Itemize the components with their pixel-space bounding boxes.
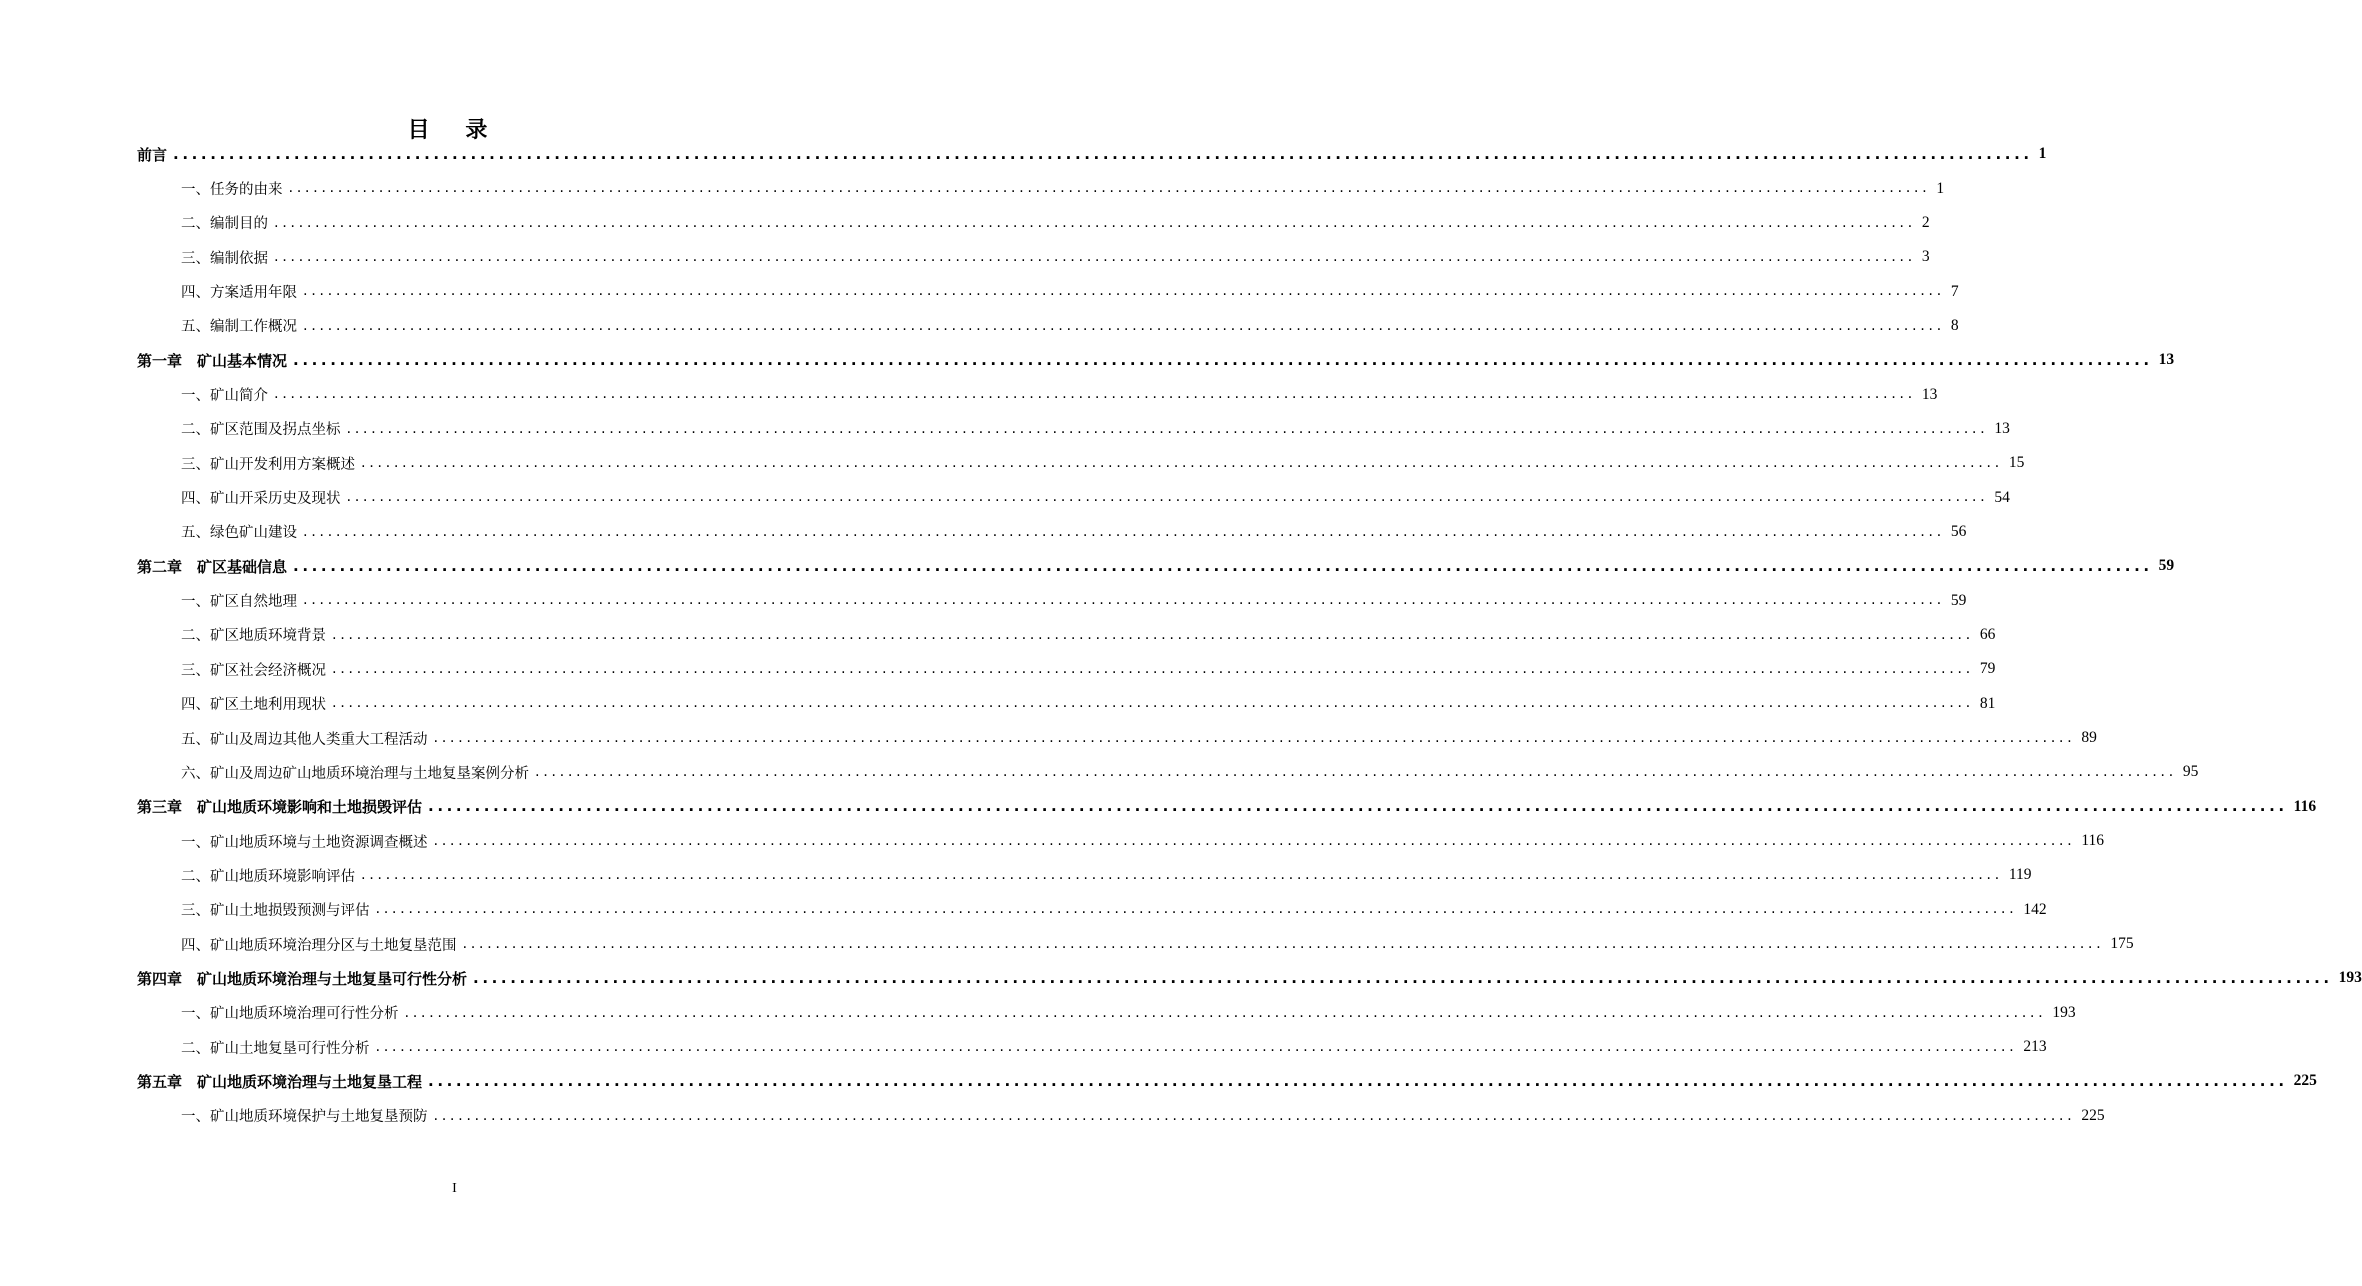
toc-section-entry[interactable] — [137, 996, 2076, 1030]
toc-dot-leader: ........................................................................................................................................................................................................ — [535, 764, 2177, 781]
toc-section-entry[interactable] — [137, 1030, 2047, 1064]
toc-dot-leader: ........................................................................................................................................................................................................ — [293, 350, 2153, 369]
toc-chapter-entry[interactable] — [137, 1064, 2317, 1098]
toc-entry-label: 一、矿山地质环境治理可行性分析 — [181, 1006, 399, 1023]
toc-entry-label: 第五章 矿山地质环境治理与土地复垦工程 — [137, 1072, 423, 1091]
toc-section-entry[interactable] — [137, 515, 1967, 549]
toc-chapter-entry[interactable] — [137, 549, 2175, 583]
toc-dot-leader: ........................................................................................................................................................................................................ — [462, 935, 2105, 952]
toc-dot-leader: ........................................................................................................................................................................................................ — [332, 695, 1974, 712]
toc-entry-page-number: 119 — [2008, 866, 2032, 884]
toc-dot-leader: ........................................................................................................................................................................................................ — [288, 180, 1931, 197]
toc-entry-label: 五、编制工作概况 — [181, 319, 297, 336]
toc-dot-leader: ........................................................................................................................................................................................................ — [433, 832, 2076, 849]
toc-entry-page-number: 54 — [1994, 488, 2010, 506]
toc-dot-leader: ........................................................................................................................................................................................................ — [303, 283, 1945, 300]
toc-entry-page-number: 193 — [2338, 969, 2362, 987]
toc-entry-label: 一、矿山简介 — [181, 388, 268, 405]
toc-section-entry[interactable] — [137, 309, 1959, 343]
toc-section-entry[interactable] — [137, 480, 2010, 514]
toc-entry-page-number: 116 — [2081, 832, 2105, 850]
toc-section-entry[interactable] — [137, 893, 2047, 927]
toc-entry-label: 六、矿山及周边矿山地质环境治理与土地复垦案例分析 — [181, 765, 529, 782]
toc-section-entry[interactable] — [137, 1099, 2105, 1133]
toc-chapter-entry[interactable] — [137, 961, 2362, 995]
toc-entry-label: 二、编制目的 — [181, 216, 268, 233]
toc-dot-leader: ........................................................................................................................................................................................................ — [433, 729, 2076, 746]
toc-dot-leader: ........................................................................................................................................................................................................ — [375, 1038, 2018, 1055]
toc-section-entry[interactable] — [137, 721, 2097, 755]
toc-section-entry[interactable] — [137, 206, 1930, 240]
toc-dot-leader: ........................................................................................................................................................................................................ — [332, 626, 1974, 643]
toc-section-entry[interactable] — [137, 240, 1930, 274]
toc-entry-label: 一、矿区自然地理 — [181, 594, 297, 611]
toc-entry-page-number: 2 — [1921, 213, 1930, 231]
toc-entry-page-number: 59 — [1950, 591, 1967, 609]
toc-dot-leader: ........................................................................................................................................................................................................ — [303, 592, 1945, 609]
toc-entry-label: 第四章 矿山地质环境治理与土地复垦可行性分析 — [137, 969, 468, 988]
toc-entry-label: 五、矿山及周边其他人类重大工程活动 — [181, 731, 428, 748]
toc-entry-label: 第一章 矿山基本情况 — [137, 351, 288, 370]
toc-section-entry[interactable] — [137, 824, 2105, 858]
toc-entry-page-number: 3 — [1921, 248, 1930, 266]
toc-dot-leader: ........................................................................................................................................................................................................ — [375, 901, 2018, 918]
toc-entry-label: 二、矿山土地复垦可行性分析 — [181, 1040, 370, 1057]
toc-entry-page-number: 193 — [2052, 1003, 2076, 1021]
toc-entry-page-number: 175 — [2110, 935, 2134, 953]
toc-dot-leader: ........................................................................................................................................................................................................ — [303, 523, 1945, 540]
toc-entry-label: 一、矿山地质环境与土地资源调查概述 — [181, 834, 428, 851]
toc-dot-leader: ........................................................................................................................................................................................................ — [473, 968, 2333, 987]
toc-dot-leader: ........................................................................................................................................................................................................ — [428, 797, 2288, 816]
toc-dot-leader: ........................................................................................................................................................................................................ — [346, 420, 1989, 437]
toc-entry-page-number: 1 — [2038, 145, 2047, 163]
toc-entry-label: 四、方案适用年限 — [181, 285, 297, 302]
toc-entry-label: 一、任务的由来 — [181, 182, 283, 199]
toc-entry-label: 三、编制依据 — [181, 250, 268, 267]
toc-entry-page-number: 56 — [1950, 522, 1967, 540]
page-number: I — [452, 1181, 457, 1196]
toc-section-entry[interactable] — [137, 755, 2199, 789]
toc-entry-page-number: 13 — [1994, 419, 2010, 437]
toc-entry-page-number: 95 — [2182, 763, 2199, 781]
toc-section-entry[interactable] — [137, 412, 2010, 446]
toc-list — [137, 137, 2362, 1133]
toc-dot-leader: ........................................................................................................................................................................................................ — [173, 144, 2033, 163]
toc-dot-leader: ........................................................................................................................................................................................................ — [404, 1004, 2047, 1021]
toc-entry-label: 二、矿区地质环境背景 — [181, 628, 326, 645]
toc-entry-page-number: 79 — [1979, 660, 1996, 678]
toc-entry-page-number: 225 — [2293, 1072, 2317, 1090]
toc-section-entry[interactable] — [137, 652, 1996, 686]
toc-entry-label: 二、矿区范围及拐点坐标 — [181, 422, 341, 439]
toc-dot-leader: ........................................................................................................................................................................................................ — [274, 248, 1916, 265]
toc-entry-label: 三、矿山开发利用方案概述 — [181, 456, 355, 473]
toc-dot-leader: ........................................................................................................................................................................................................ — [433, 1107, 2076, 1124]
toc-section-entry[interactable] — [137, 927, 2134, 961]
toc-entry-label: 四、矿区土地利用现状 — [181, 697, 326, 714]
toc-entry-page-number: 13 — [2158, 351, 2175, 369]
toc-entry-label: 三、矿区社会经济概况 — [181, 662, 326, 679]
toc-entry-label: 五、绿色矿山建设 — [181, 525, 297, 542]
toc-entry-page-number: 142 — [2023, 900, 2047, 918]
toc-entry-page-number: 13 — [1921, 385, 1938, 403]
toc-section-entry[interactable] — [137, 446, 2025, 480]
toc-entry-page-number: 59 — [2158, 557, 2175, 575]
toc-dot-leader: ........................................................................................................................................................................................................ — [303, 317, 1945, 334]
toc-entry-page-number: 66 — [1979, 625, 1996, 643]
toc-dot-leader: ........................................................................................................................................................................................................ — [332, 661, 1974, 678]
toc-entry-page-number: 15 — [2008, 454, 2025, 472]
toc-entry-page-number: 1 — [1936, 179, 1945, 197]
toc-dot-leader: ........................................................................................................................................................................................................ — [346, 489, 1989, 506]
toc-chapter-entry[interactable] — [137, 790, 2317, 824]
toc-entry-page-number: 8 — [1950, 316, 1959, 334]
toc-section-entry[interactable] — [137, 377, 1938, 411]
toc-entry-label: 一、矿山地质环境保护与土地复垦预防 — [181, 1109, 428, 1126]
toc-entry-page-number: 116 — [2293, 797, 2317, 815]
toc-section-entry[interactable] — [137, 687, 1996, 721]
toc-entry-label: 第三章 矿山地质环境影响和土地损毁评估 — [137, 798, 423, 817]
toc-entry-page-number: 7 — [1950, 282, 1959, 300]
toc-entry-label: 二、矿山地质环境影响评估 — [181, 868, 355, 885]
toc-entry-label: 四、矿山地质环境治理分区与土地复垦范围 — [181, 937, 457, 954]
toc-entry-label: 前言 — [137, 145, 168, 164]
toc-section-entry[interactable] — [137, 858, 2032, 892]
toc-dot-leader: ........................................................................................................................................................................................................ — [361, 455, 2003, 472]
toc-section-entry[interactable] — [137, 274, 1959, 308]
toc-dot-leader: ........................................................................................................................................................................................................ — [361, 867, 2003, 884]
toc-entry-page-number: 225 — [2081, 1106, 2105, 1124]
toc-dot-leader: ........................................................................................................................................................................................................ — [274, 386, 1916, 403]
toc-section-entry[interactable] — [137, 583, 1967, 617]
page-title: 目 录 — [407, 118, 502, 143]
toc-entry-page-number: 89 — [2081, 729, 2097, 747]
toc-entry-label: 四、矿山开采历史及现状 — [181, 491, 341, 508]
toc-section-entry[interactable] — [137, 618, 1996, 652]
toc-entry-label: 三、矿山土地损毁预测与评估 — [181, 903, 370, 920]
toc-chapter-entry[interactable] — [137, 137, 2047, 171]
toc-dot-leader: ........................................................................................................................................................................................................ — [274, 214, 1916, 231]
toc-entry-page-number: 81 — [1979, 694, 1996, 712]
toc-chapter-entry[interactable] — [137, 343, 2175, 377]
toc-dot-leader: ........................................................................................................................................................................................................ — [293, 556, 2153, 575]
toc-entry-label: 第二章 矿区基础信息 — [137, 557, 288, 576]
toc-dot-leader: ........................................................................................................................................................................................................ — [428, 1071, 2288, 1090]
toc-entry-page-number: 213 — [2023, 1038, 2047, 1056]
toc-section-entry[interactable] — [137, 171, 1945, 205]
